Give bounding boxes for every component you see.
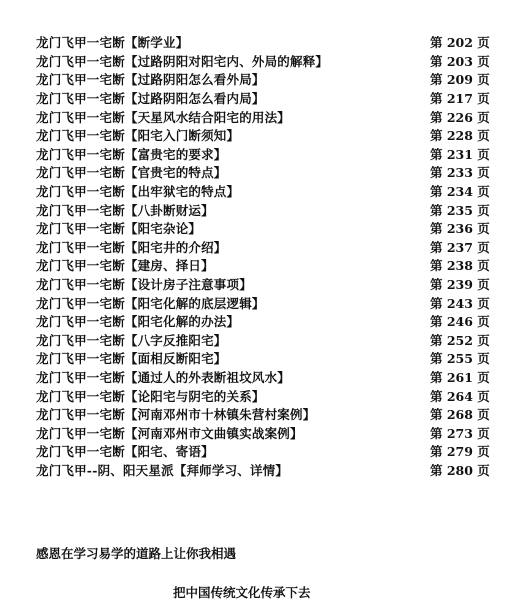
toc-entry-page: 第 279 页 [430, 444, 490, 460]
toc-entry-title: 龙门飞甲一宅断【出牢狱宅的特点】 [36, 184, 240, 200]
toc-entry-title: 龙门飞甲一宅断【八卦断财运】 [36, 202, 214, 218]
toc-entry-page: 第 236 页 [430, 221, 490, 237]
toc-entry-title: 龙门飞甲一宅断【通过人的外表断祖坟风水】 [36, 369, 291, 385]
toc-entry-page: 第 203 页 [430, 53, 490, 69]
toc-entry-page: 第 264 页 [430, 388, 490, 404]
toc-entry [36, 145, 490, 164]
toc-entry [36, 33, 490, 52]
toc-entry [36, 386, 490, 405]
toc-entry-page: 第 243 页 [430, 295, 490, 311]
toc-entry-title: 龙门飞甲一宅断【过路阴阳对阳宅内、外局的解释】 [36, 53, 329, 69]
toc-entry [36, 126, 490, 145]
toc-entry-title: 龙门飞甲一宅断【八字反推阳宅】 [36, 332, 227, 348]
toc-entry [36, 89, 490, 108]
toc-entry [36, 368, 490, 387]
toc-entry [36, 405, 490, 424]
toc-entry [36, 275, 490, 294]
toc-entry [36, 461, 490, 480]
toc-entry [36, 200, 490, 219]
toc-entry [36, 423, 490, 442]
toc-entry [36, 219, 490, 238]
toc-entry [36, 238, 490, 257]
closing-line: 感恩在学习易学的道路上让你我相遇 [36, 546, 237, 561]
toc-entry [36, 293, 490, 312]
table-of-contents [36, 33, 490, 479]
toc-entry-title: 龙门飞甲一宅断【设计房子注意事项】 [36, 277, 252, 293]
toc-entry-title: 龙门飞甲一宅断【河南邓州市十林镇朱营村案例】 [36, 407, 316, 423]
toc-entry-page: 第 217 页 [430, 91, 490, 107]
toc-entry [36, 107, 490, 126]
toc-entry-page: 第 273 页 [430, 425, 490, 441]
toc-entry [36, 70, 490, 89]
toc-entry-title: 龙门飞甲--阴、阳天星派【拜师学习、详情】 [36, 462, 289, 478]
toc-entry [36, 256, 490, 275]
toc-entry-page: 第 228 页 [430, 128, 490, 144]
toc-entry-title: 龙门飞甲一宅断【断学业】 [36, 35, 189, 51]
toc-entry-title: 龙门飞甲一宅断【阳宅化解的办法】 [36, 314, 240, 330]
toc-entry-title: 龙门飞甲一宅断【天星风水结合阳宅的用法】 [36, 109, 291, 125]
toc-entry [36, 349, 490, 368]
toc-entry-page: 第 209 页 [430, 72, 490, 88]
toc-entry [36, 331, 490, 350]
toc-entry-title: 龙门飞甲一宅断【建房、择日】 [36, 258, 214, 274]
toc-entry-page: 第 252 页 [430, 332, 490, 348]
toc-entry [36, 442, 490, 461]
toc-entry [36, 312, 490, 331]
toc-entry-page: 第 261 页 [430, 369, 490, 385]
toc-entry-page: 第 246 页 [430, 314, 490, 330]
toc-entry-page: 第 233 页 [430, 165, 490, 181]
toc-entry-page: 第 202 页 [430, 35, 490, 51]
toc-entry-page: 第 226 页 [430, 109, 490, 125]
toc-entry-page: 第 235 页 [430, 202, 490, 218]
toc-entry-page: 第 268 页 [430, 407, 490, 423]
toc-entry [36, 182, 490, 201]
toc-entry-title: 龙门飞甲一宅断【官贵宅的特点】 [36, 165, 227, 181]
toc-entry-page: 第 238 页 [430, 258, 490, 274]
toc-entry-title: 龙门飞甲一宅断【富贵宅的要求】 [36, 146, 227, 162]
toc-entry-title: 龙门飞甲一宅断【阳宅井的介绍】 [36, 239, 227, 255]
toc-entry-page: 第 239 页 [430, 277, 490, 293]
toc-entry-page: 第 231 页 [430, 146, 490, 162]
toc-entry-page: 第 280 页 [430, 462, 490, 478]
toc-entry-title: 龙门飞甲一宅断【阳宅、寄语】 [36, 444, 214, 460]
toc-entry-title: 龙门飞甲一宅断【过路阴阳怎么看内局】 [36, 91, 265, 107]
toc-entry-page: 第 255 页 [430, 351, 490, 367]
toc-entry-title: 龙门飞甲一宅断【河南邓州市文曲镇实战案例】 [36, 425, 303, 441]
toc-entry-page: 第 237 页 [430, 239, 490, 255]
toc-entry-title: 龙门飞甲一宅断【过路阴阳怎么看外局】 [36, 72, 265, 88]
toc-entry-page: 第 234 页 [430, 184, 490, 200]
closing-line: 把中国传统文化传承下去 [173, 585, 311, 600]
toc-entry-title: 龙门飞甲一宅断【面相反断阳宅】 [36, 351, 227, 367]
toc-entry-title: 龙门飞甲一宅断【阳宅化解的底层逻辑】 [36, 295, 265, 311]
toc-entry-title: 龙门飞甲一宅断【阳宅杂论】 [36, 221, 202, 237]
toc-entry-title: 龙门飞甲一宅断【论阳宅与阴宅的关系】 [36, 388, 265, 404]
toc-entry [36, 163, 490, 182]
toc-entry-title: 龙门飞甲一宅断【阳宅入门断须知】 [36, 128, 240, 144]
toc-entry [36, 52, 490, 71]
